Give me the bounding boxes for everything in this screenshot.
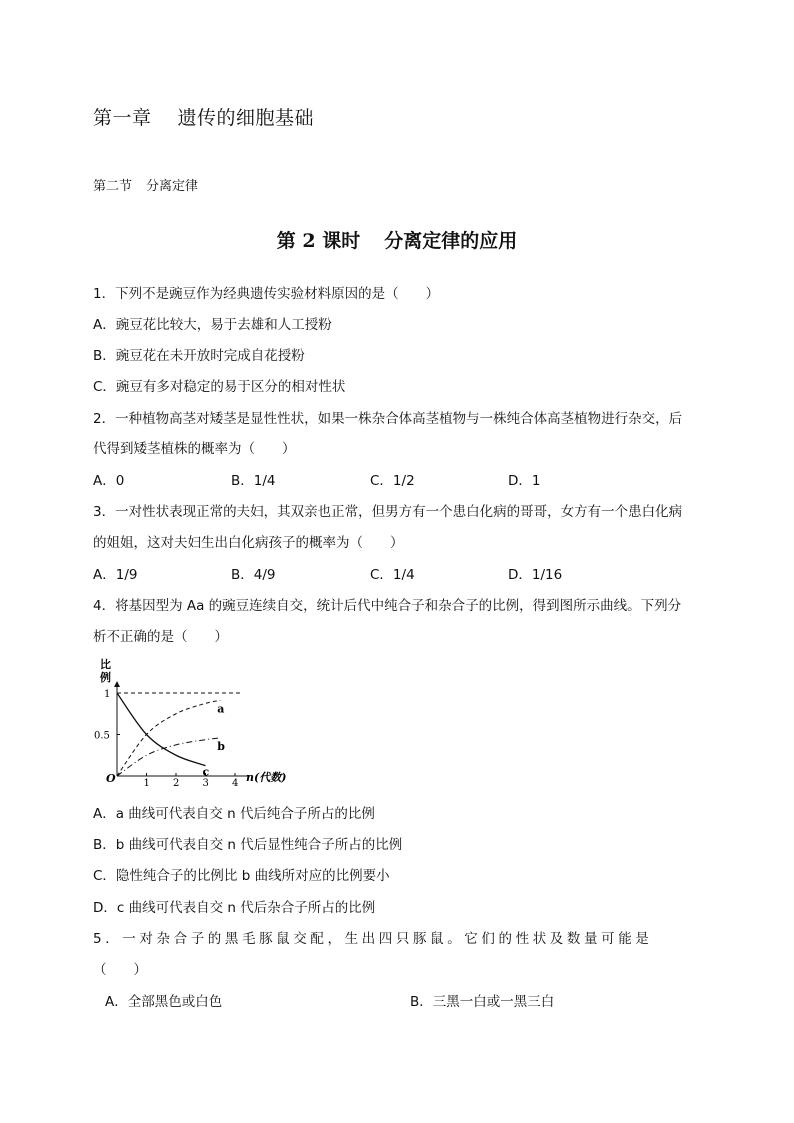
lesson-title: 分离定律的应用 (384, 230, 518, 252)
chapter-title: 遗传的细胞基础 (177, 107, 315, 129)
series-b-label: b (217, 739, 225, 753)
y-tick-label: 0.5 (94, 730, 110, 742)
q2-stem-line2: 代得到矮茎植株的概率为（ ） (93, 441, 296, 457)
q5-option-b: B．三黑一白或一黑三白 (410, 994, 555, 1010)
q3-option-b: B．4/9 (231, 567, 276, 583)
q1-option-c: C．豌豆有多对稳定的易于区分的相对性状 (93, 379, 346, 395)
q2-option-b: B．1/4 (231, 473, 276, 489)
q2-option-a: A．0 (93, 473, 125, 489)
x-tick-label: 4 (232, 778, 239, 789)
y-tick-label: 1 (104, 689, 111, 700)
y-axis-label-line2: 例 (100, 671, 111, 684)
q3-option-a: A．1/9 (93, 567, 138, 583)
q4-stem-line1: 4．将基因型为 Aa 的豌豆连续自交，统计后代中纯合子和杂合子的比例，得到图所示曲线。下列分 (93, 598, 682, 614)
q5-option-a: A．全部黑色或白色 (105, 994, 223, 1010)
q2-stem-line1: 2．一种植物高茎对矮茎是显性性状，如果一株杂合体高茎植物与一株纯合体高茎植物进行杂交，后 (93, 411, 683, 427)
q1-option-a: A．豌豆花比较大，易于去雄和人工授粉 (93, 317, 332, 333)
q2-option-c: C．1/2 (370, 473, 415, 489)
q4-option-c: C．隐性纯合子的比例比 b 曲线所对应的比例要小 (93, 868, 390, 884)
section-heading (93, 175, 198, 194)
q5-stem-line2: （ ） (93, 962, 147, 978)
series-c-label: c (202, 765, 210, 779)
x-tick-label: 2 (173, 778, 180, 789)
section-title: 分离定律 (146, 179, 199, 194)
q1-option-b: B．豌豆花在未开放时完成自花授粉 (93, 348, 305, 364)
q4-option-b: B．b 曲线可代表自交 n 代后显性纯合子所占的比例 (93, 837, 403, 853)
q2-option-d: D．1 (508, 473, 541, 489)
q3-stem-line1: 3．一对性状表现正常的夫妇，其双亲也正常，但男方有一个患白化病的哥哥，女方有一个患白化病 (93, 504, 683, 520)
section-number: 第二节 (93, 179, 133, 194)
q4-stem-line2: 析不正确的是（ ） (93, 629, 228, 645)
q5-stem-line1: 5．一对杂合子的黑毛豚鼠交配，生出四只豚鼠。它们的性状及数量可能是 (93, 931, 653, 947)
x-tick-label: 3 (202, 778, 209, 789)
q1-stem: 1．下列不是豌豆作为经典遗传实验材料原因的是（ ） (93, 286, 440, 302)
series-c-line (117, 693, 206, 766)
origin-label: O (106, 772, 116, 785)
x-axis-label: n(代数) (246, 771, 287, 784)
chapter-number: 第一章 (93, 107, 152, 129)
q3-stem-line2: 的姐姐，这对夫妇生出白化病孩子的概率为（ ） (93, 535, 404, 551)
q4-option-a: A．a 曲线可代表自交 n 代后纯合子所占的比例 (93, 806, 375, 822)
q4-option-d: D．c 曲线可代表自交 n 代后杂合子所占的比例 (93, 900, 376, 916)
q3-option-c: C．1/4 (370, 567, 415, 583)
q3-option-d: D．1/16 (508, 567, 563, 583)
chapter-heading (93, 103, 314, 130)
lesson-number: 第 2 课时 (276, 230, 361, 252)
chart (90, 652, 305, 790)
lesson-heading (0, 226, 794, 253)
x-tick-label: 1 (143, 778, 150, 789)
y-axis-label-line1: 比 (100, 658, 111, 671)
series-a-label: a (217, 702, 225, 716)
